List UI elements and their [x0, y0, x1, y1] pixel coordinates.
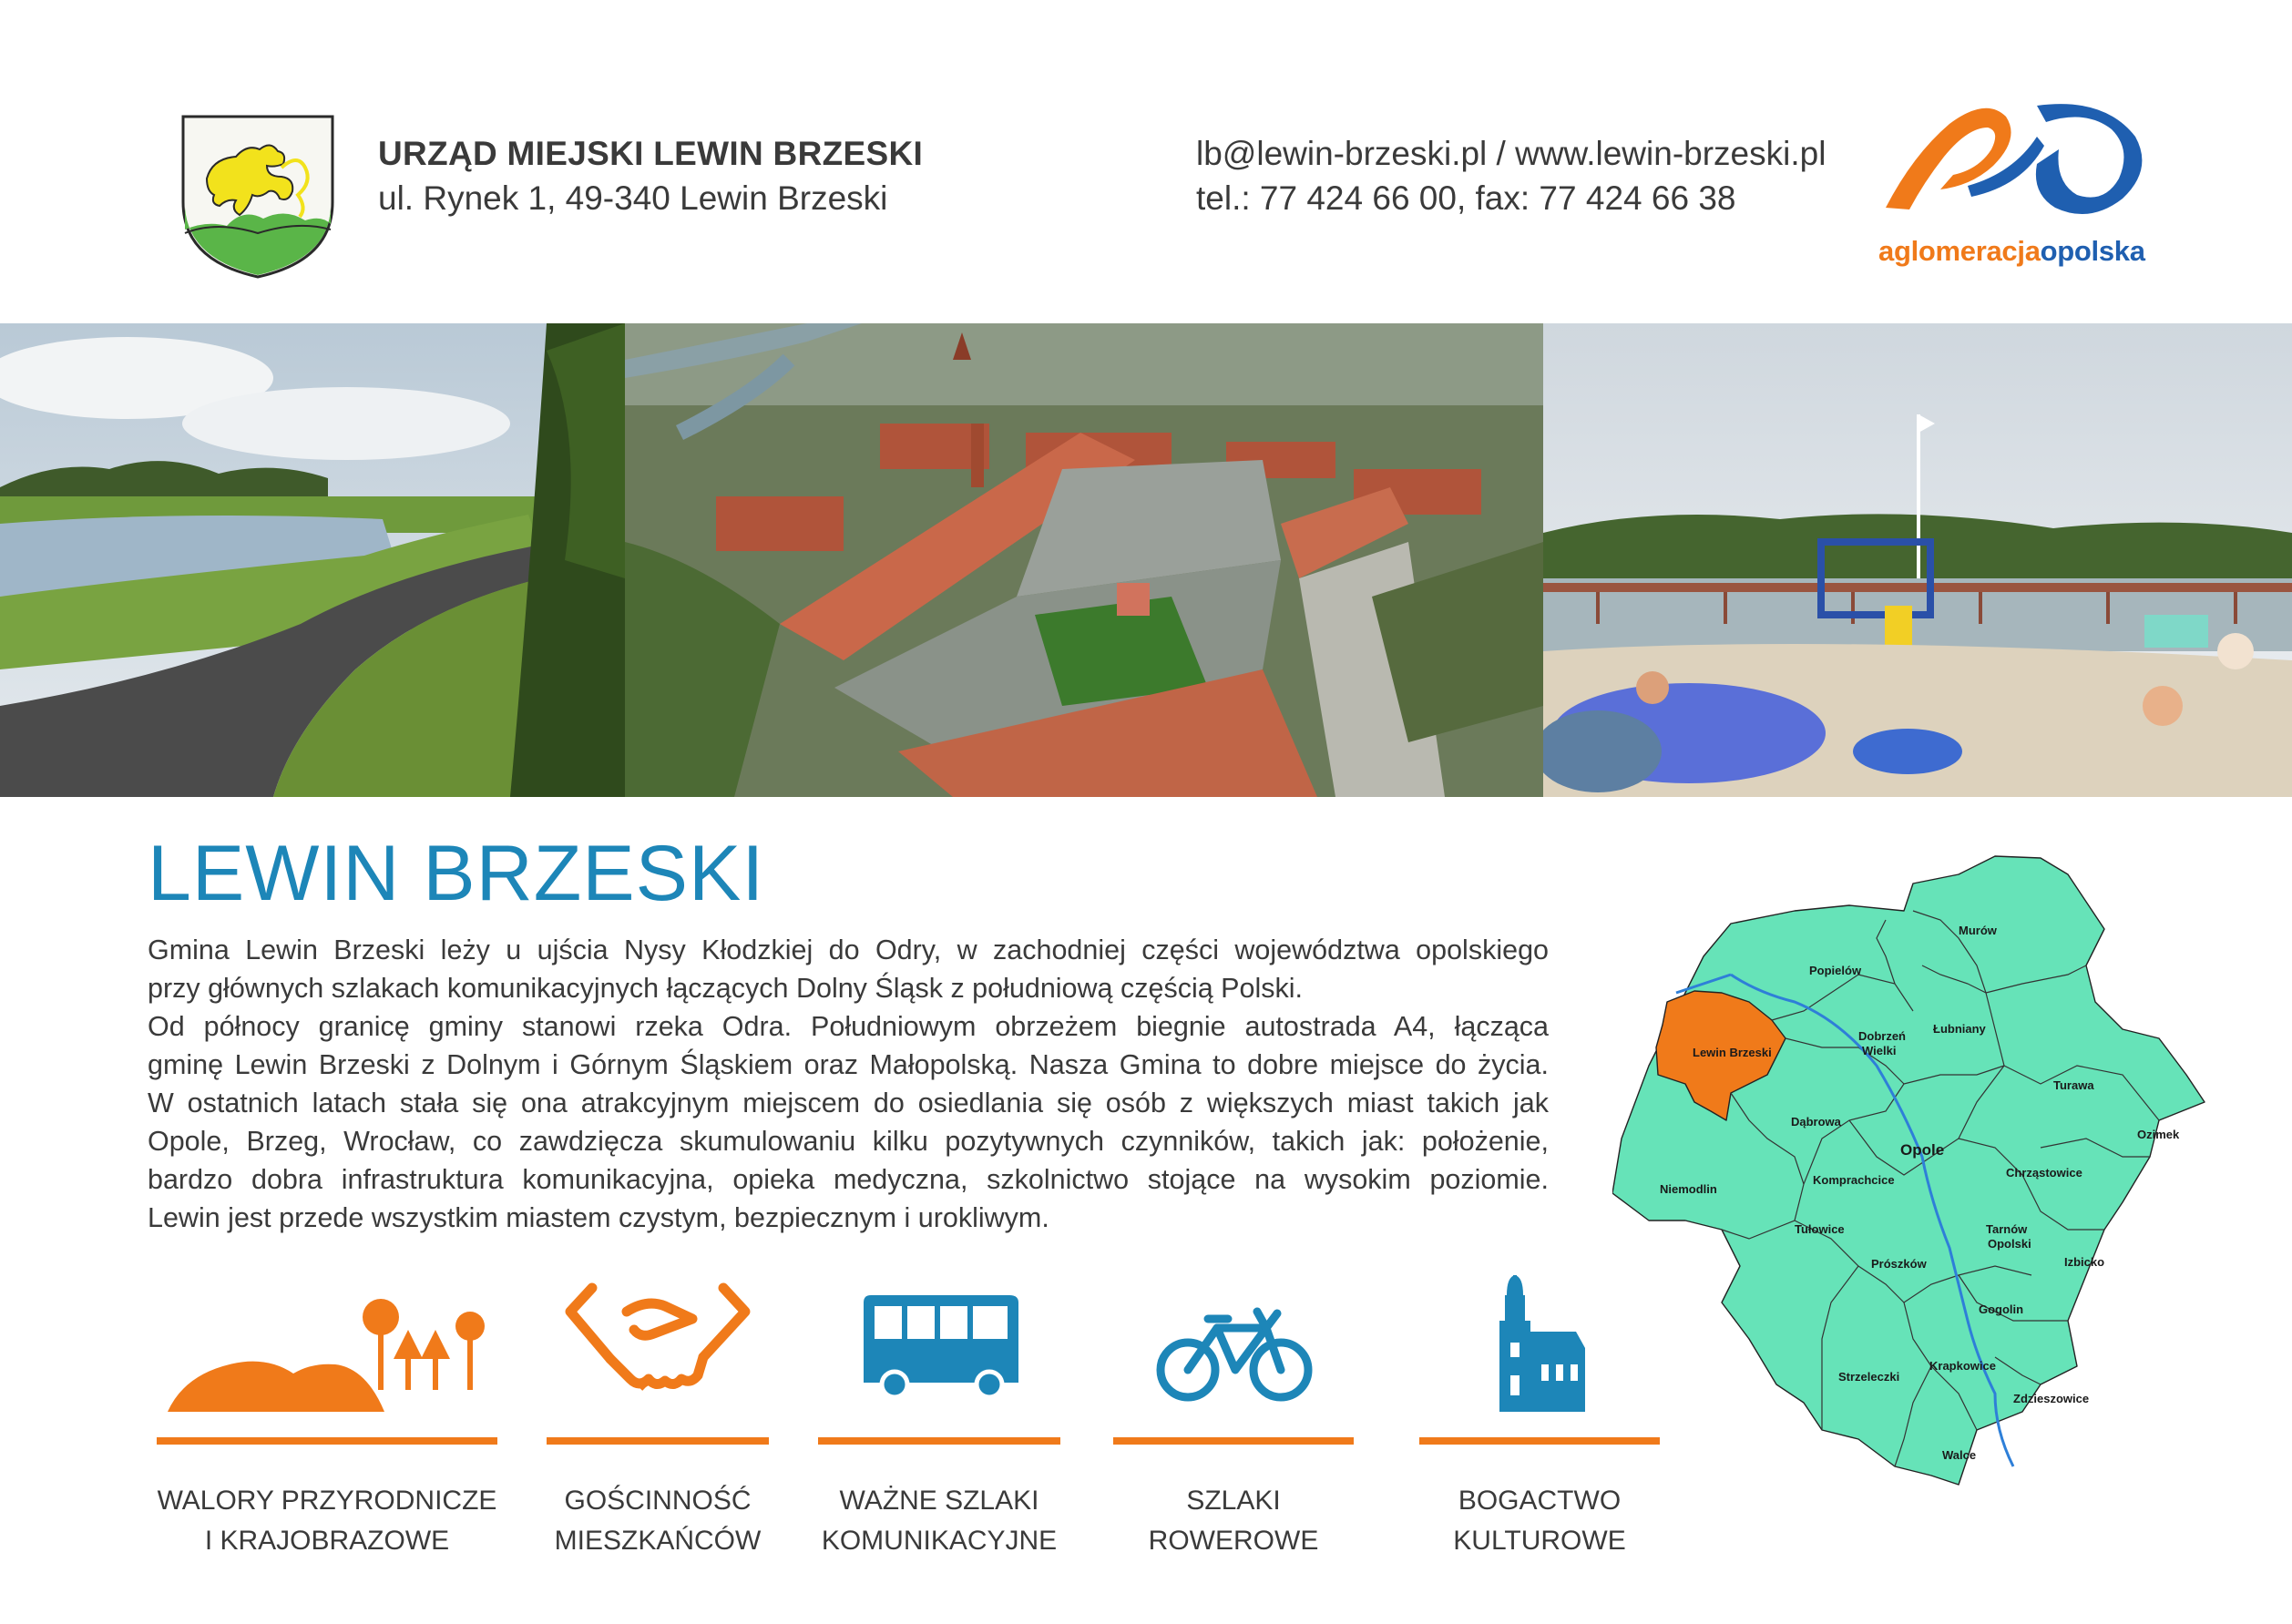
feature-bicycle: [1113, 1275, 1354, 1561]
map-label: Lewin Brzeski: [1693, 1046, 1772, 1059]
paragraph-line: bardzo dobra infrastruktura komunikacyjna, opieka medyczna, szkolnictwo stojące na wysokim poziomie.: [148, 1164, 1549, 1195]
feature-label-line1: BOGACTWO: [1458, 1486, 1622, 1516]
feature-label: [547, 1481, 769, 1561]
aglomeracja-opolska-wordmark: [1878, 235, 2145, 268]
logo-word-opolska: opolska: [2040, 235, 2145, 267]
map-label: Dobrzeń: [1858, 1029, 1906, 1043]
map-label: Prószków: [1871, 1257, 1927, 1271]
page-title: LEWIN BRZESKI: [148, 830, 765, 917]
map-label: Walce: [1942, 1448, 1977, 1462]
hills-trees-icon: [157, 1275, 497, 1412]
feature-label-line2: ROWEROWE: [1148, 1526, 1319, 1556]
intro-paragraph: [148, 931, 1549, 1237]
map-region-outline: [1612, 856, 2205, 1485]
aglomeracja-opolska-logo-icon: [1877, 91, 2150, 228]
feature-label-line2: MIESZKAŃCÓW: [554, 1526, 762, 1556]
photo-river-path: [0, 323, 625, 797]
feature-hospitality: [547, 1275, 769, 1561]
photo-beach-lake: [1543, 323, 2292, 797]
feature-label-line1: WAŻNE SZLAKI: [839, 1486, 1039, 1516]
region-map: [1612, 847, 2214, 1503]
map-label: Niemodlin: [1660, 1182, 1717, 1196]
office-name: URZĄD MIEJSKI LEWIN BRZESKI: [378, 135, 924, 172]
paragraph-line: gminę Lewin Brzeski z Dolnym i Górnym Śląskiem oraz Małopolską. Nasza Gmina to dobre miejsce do życia.: [148, 1049, 1549, 1080]
feature-label: [157, 1481, 497, 1561]
feature-transport: [818, 1275, 1060, 1561]
map-label: Murów: [1959, 924, 1997, 937]
map-label: Izbicko: [2064, 1255, 2105, 1269]
map-label: Wielki: [1862, 1044, 1897, 1057]
coat-of-arms-icon: [179, 113, 336, 281]
bicycle-icon: [1113, 1275, 1354, 1412]
map-label: Komprachcice: [1813, 1173, 1895, 1187]
map-label: Strzeleczki: [1838, 1370, 1900, 1384]
map-label: Ozimek: [2137, 1128, 2180, 1141]
map-label: Dąbrowa: [1791, 1115, 1841, 1129]
photo-town-aerial: [625, 323, 1543, 797]
map-label: Turawa: [2053, 1078, 2094, 1092]
feature-label-line1: SZLAKI: [1186, 1486, 1281, 1516]
map-label: Gogolin: [1979, 1302, 2024, 1316]
map-label: Chrząstowice: [2006, 1166, 2082, 1180]
email-website: lb@lewin-brzeski.pl / www.lewin-brzeski.pl: [1196, 135, 1826, 172]
feature-label-line1: WALORY PRZYRODNICZE: [157, 1486, 497, 1516]
phone-fax: tel.: 77 424 66 00, fax: 77 424 66 38: [1196, 179, 1736, 217]
feature-label-line2: KOMUNIKACYJNE: [821, 1526, 1058, 1556]
divider-bar: [818, 1437, 1060, 1445]
feature-nature: [157, 1275, 497, 1561]
office-address: ul. Rynek 1, 49-340 Lewin Brzeski: [378, 179, 888, 217]
map-label: Opolski: [1988, 1237, 2031, 1251]
feature-label-line2: KULTUROWE: [1453, 1526, 1626, 1556]
logo-word-aglomeracja: aglomeracja: [1878, 235, 2041, 267]
feature-label: [818, 1481, 1060, 1561]
map-label: Tułowice: [1795, 1222, 1845, 1236]
paragraph-line: Opole, Brzeg, Wrocław, co zawdzięcza skumulowaniu kilku pozytywnych czynników, takich jak: położenie,: [148, 1126, 1549, 1157]
feature-label: [1113, 1481, 1354, 1561]
map-label: Zdzieszowice: [2013, 1392, 2090, 1405]
paragraph-line: Od północy granicę gminy stanowi rzeka Odra. Południowym obrzeżem biegnie autostrada A4, łącząca: [148, 1011, 1549, 1042]
map-label: Łubniany: [1933, 1022, 1986, 1036]
handshake-icon: [547, 1275, 769, 1412]
map-label: Krapkowice: [1929, 1359, 1996, 1373]
map-label: Tarnów: [1986, 1222, 2028, 1236]
feature-label-line1: GOŚCINNOŚĆ: [564, 1486, 752, 1516]
paragraph-line: przy głównych szlakach komunikacyjnych łączących Dolny Śląsk z południową częścią Polski.: [148, 973, 1303, 1004]
divider-bar: [547, 1437, 769, 1445]
bus-icon: [818, 1275, 1060, 1412]
map-label: Opole: [1900, 1141, 1945, 1159]
paragraph-line: W ostatnich latach stała się ona atrakcyjnym miejscem do osiedlania się osób z większych miast takich jak: [148, 1088, 1549, 1118]
paragraph-line: Lewin jest przede wszystkim miastem czystym, bezpiecznym i urokliwym.: [148, 1202, 1049, 1233]
paragraph-line: Gmina Lewin Brzeski leży u ujścia Nysy Kłodzkiej do Odry, w zachodniej części województwa opolskiego: [148, 935, 1549, 965]
divider-bar: [1113, 1437, 1354, 1445]
map-label: Popielów: [1809, 964, 1862, 977]
divider-bar: [157, 1437, 497, 1445]
feature-label-line2: I KRAJOBRAZOWE: [204, 1526, 450, 1556]
